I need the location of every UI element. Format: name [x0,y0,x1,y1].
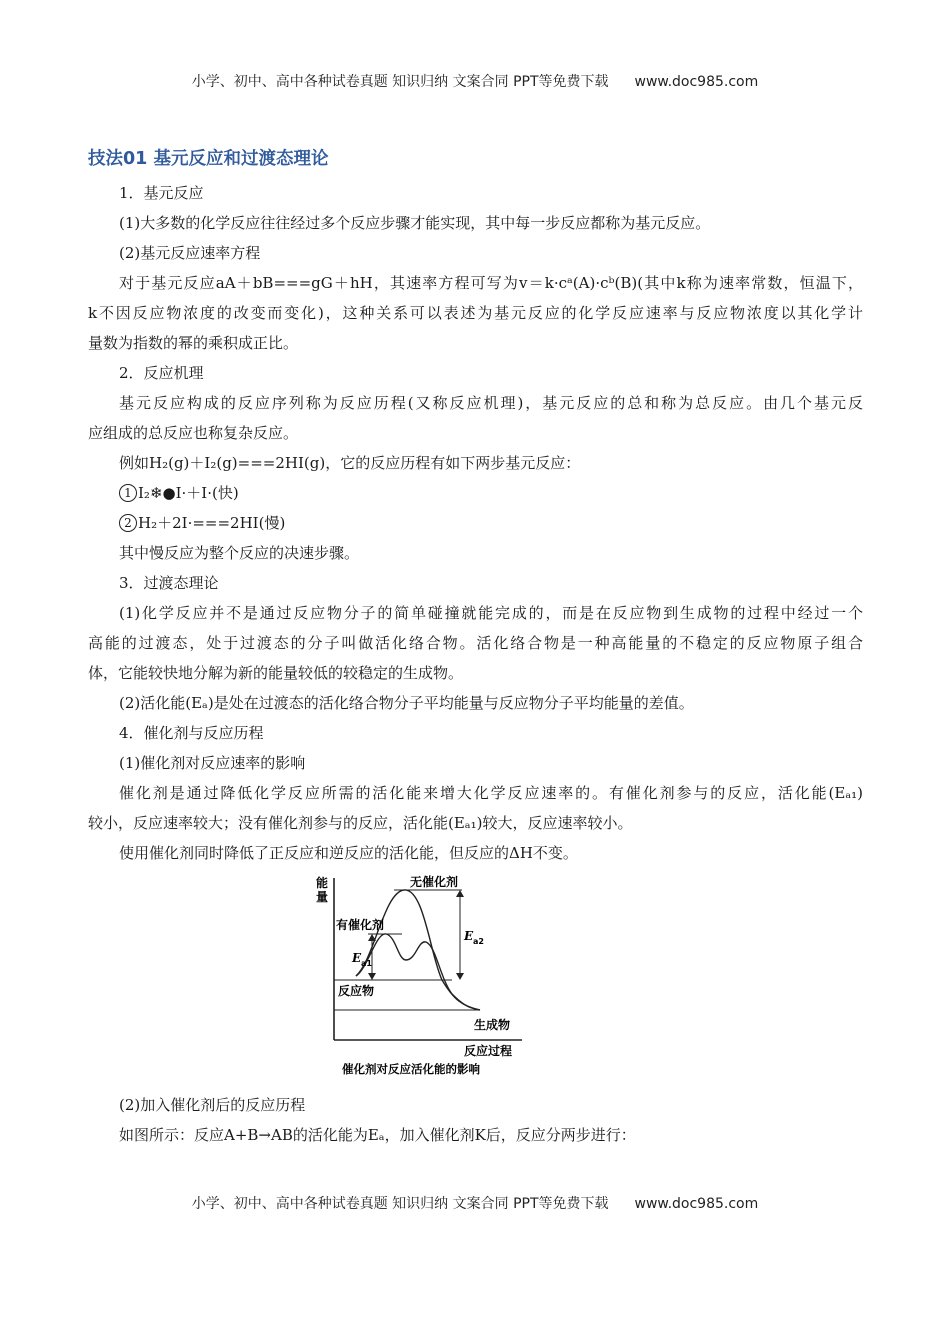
reaction-step-text: H₂＋2I·===2HI(慢) [138,514,286,532]
curve-with-catalyst [356,934,480,1010]
energy-diagram-figure [88,868,863,1090]
paragraph-line: 对于基元反应aA＋bB===gG＋hH，其速率方程可写为v＝k·cᵃ(A)·cᵇ(B)(其中k称为速率常数，恒温下， [119,274,863,292]
reaction-step-1 [88,478,863,508]
paragraph: (2)加入催化剂后的反应历程 [119,1096,306,1114]
label-ea1: E [352,951,362,965]
heading-1: 1．基元反应 [119,184,204,202]
footer-url[interactable]: www.doc985.com [634,1196,759,1212]
document-body [88,178,863,1150]
paragraph: (2)基元反应速率方程 [119,244,261,262]
paragraph-line: 量数为指数的幂的乘积成正比。 [88,334,299,352]
circled-number: 1 [119,484,137,502]
y-axis-label: 能 [316,876,329,890]
circled-number: 2 [119,514,137,532]
label-ea2-sub: a2 [473,937,484,946]
label-reactant: 反应物 [338,984,375,998]
energy-diagram [312,870,532,1080]
reaction-step-text: I₂❄●I·＋I·(快) [138,484,239,502]
reaction-step-2 [88,508,863,538]
paragraph: (1)大多数的化学反应往往经过多个反应步骤才能实现，其中每一步反应都称为基元反应。 [119,214,711,232]
section-title: 技法01 基元反应和过渡态理论 [88,149,329,169]
paragraph-line: 基元反应构成的反应序列称为反应历程(又称反应机理)，基元反应的总和称为总反应。由几个基元反 [119,394,863,412]
x-axis-label: 反应过程 [464,1044,513,1058]
header-text: 小学、初中、高中各种试卷真题 知识归纳 文案合同 PPT等免费下载 [191,74,609,90]
header-url[interactable]: www.doc985.com [634,74,759,90]
paragraph: (1)催化剂对反应速率的影响 [119,754,306,772]
paragraph-line: k不因反应物浓度的改变而变化)，这种关系可以表述为基元反应的化学反应速率与反应物浓度以其化学计 [88,304,863,322]
paragraph: (2)活化能(Eₐ)是处在过渡态的活化络合物分子平均能量与反应物分子平均能量的差值。 [119,694,694,712]
heading-2: 2．反应机理 [119,364,204,382]
figure-caption: 催化剂对反应活化能的影响 [342,1062,480,1076]
heading-3: 3．过渡态理论 [119,574,219,592]
label-no-catalyst: 无催化剂 [410,875,459,889]
heading-4: 4．催化剂与反应历程 [119,724,264,742]
paragraph: 使用催化剂同时降低了正反应和逆反应的活化能，但反应的ΔH不变。 [119,844,578,862]
y-axis-label: 量 [316,890,329,904]
paragraph: 例如H₂(g)＋I₂(g)===2HI(g)，它的反应历程有如下两步基元反应： [119,454,581,472]
page-footer [0,1193,950,1213]
paragraph-line: (1)化学反应并不是通过反应物分子的简单碰撞就能完成的，而是在反应物到生成物的过程中经过一个 [119,604,863,622]
paragraph-line: 体，它能较快地分解为新的能量较低的较稳定的生成物。 [88,664,464,682]
label-product: 生成物 [474,1018,511,1032]
paragraph-line: 高能的过渡态，处于过渡态的分子叫做活化络合物。活化络合物是一种高能量的不稳定的反应物原子组合 [88,634,863,652]
paragraph: 其中慢反应为整个反应的决速步骤。 [119,544,360,562]
label-ea1-sub: a1 [361,959,372,968]
label-with-catalyst: 有催化剂 [336,918,385,932]
paragraph-line: 应组成的总反应也称复杂反应。 [88,424,299,442]
paragraph-line: 较小，反应速率较大；没有催化剂参与的反应，活化能(Eₐ₁)较大，反应速率较小。 [88,814,633,832]
label-ea2: E [464,929,474,943]
paragraph-line: 催化剂是通过降低化学反应所需的活化能来增大化学反应速率的。有催化剂参与的反应，活化能(Eₐ₁) [119,784,863,802]
page-header [0,71,950,91]
curve-no-catalyst [356,890,480,1010]
footer-text: 小学、初中、高中各种试卷真题 知识归纳 文案合同 PPT等免费下载 [191,1196,609,1212]
paragraph: 如图所示：反应A+B→AB的活化能为Eₐ，加入催化剂K后，反应分两步进行： [119,1126,636,1144]
